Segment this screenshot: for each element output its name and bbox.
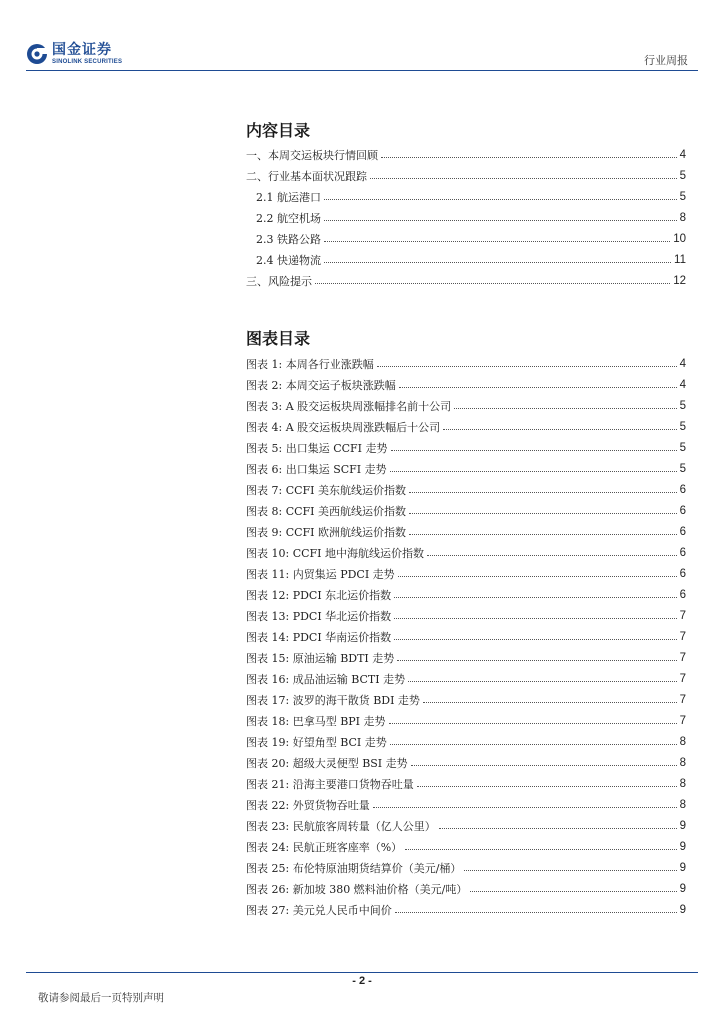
figure-entry-page-number: 7 xyxy=(679,714,686,727)
figure-entry-label: 图表 22: 外贸货物吞吐量 xyxy=(246,798,370,812)
figure-entry[interactable] xyxy=(246,458,686,479)
figure-entry[interactable] xyxy=(246,668,686,689)
figure-entry-page-number: 9 xyxy=(679,903,686,916)
figure-entry[interactable] xyxy=(246,731,686,752)
dot-leader xyxy=(394,618,676,619)
dot-leader xyxy=(324,220,677,221)
figure-entry-label: 图表 13: PDCI 华北运价指数 xyxy=(246,609,392,623)
dot-leader xyxy=(423,702,677,703)
company-logo xyxy=(26,38,122,70)
figure-entry-label: 图表 21: 沿海主要港口货物吞吐量 xyxy=(246,777,414,791)
contents-title: 内容目录 xyxy=(246,121,311,140)
figures-list xyxy=(246,353,686,920)
figure-entry-page-number: 5 xyxy=(679,462,686,475)
footer-divider xyxy=(26,972,698,973)
dot-leader xyxy=(391,450,677,451)
figure-entry[interactable] xyxy=(246,626,686,647)
page-number: - 2 - xyxy=(352,975,372,987)
figure-entry[interactable] xyxy=(246,836,686,857)
figure-entry[interactable] xyxy=(246,374,686,395)
contents-entry-page-number: 12 xyxy=(673,274,686,287)
figure-entry-page-number: 5 xyxy=(679,399,686,412)
dot-leader xyxy=(409,513,677,514)
contents-entry-page-number: 10 xyxy=(673,232,686,245)
dot-leader xyxy=(377,366,677,367)
contents-entry[interactable] xyxy=(246,207,686,228)
figure-entry[interactable] xyxy=(246,479,686,500)
figure-entry[interactable] xyxy=(246,899,686,920)
figure-entry[interactable] xyxy=(246,752,686,773)
figure-entry-page-number: 4 xyxy=(679,357,686,370)
figure-entry-page-number: 7 xyxy=(679,630,686,643)
dot-leader xyxy=(443,429,676,430)
figure-entry-page-number: 6 xyxy=(679,567,686,580)
figure-entry-label: 图表 19: 好望角型 BCI 走势 xyxy=(246,735,387,749)
figure-entry-page-number: 9 xyxy=(679,882,686,895)
dot-leader xyxy=(394,597,676,598)
dot-leader xyxy=(454,408,676,409)
figure-entry[interactable] xyxy=(246,542,686,563)
contents-entry[interactable] xyxy=(246,144,686,165)
dot-leader xyxy=(315,283,670,284)
dot-leader xyxy=(395,912,677,913)
figure-entry-page-number: 7 xyxy=(679,651,686,664)
dot-leader xyxy=(373,807,677,808)
contents-entry[interactable] xyxy=(246,165,686,186)
dot-leader xyxy=(427,555,677,556)
dot-leader xyxy=(394,639,676,640)
figure-entry-page-number: 9 xyxy=(679,861,686,874)
figure-entry-page-number: 6 xyxy=(679,504,686,517)
figure-entry-label: 图表 7: CCFI 美东航线运价指数 xyxy=(246,483,407,497)
dot-leader xyxy=(381,157,677,158)
contents-entry-label: 一、本周交运板块行情回顾 xyxy=(246,148,378,162)
figure-entry-page-number: 6 xyxy=(679,525,686,538)
figure-entry[interactable] xyxy=(246,416,686,437)
figure-entry-label: 图表 27: 美元兑人民币中间价 xyxy=(246,903,392,917)
figure-entry[interactable] xyxy=(246,437,686,458)
figure-entry[interactable] xyxy=(246,563,686,584)
figure-entry-page-number: 5 xyxy=(679,420,686,433)
figure-entry-label: 图表 1: 本周各行业涨跌幅 xyxy=(246,357,374,371)
dot-leader xyxy=(390,744,677,745)
figure-entry[interactable] xyxy=(246,857,686,878)
contents-entry-label: 2.2 航空机场 xyxy=(256,211,321,225)
figure-entry-page-number: 6 xyxy=(679,546,686,559)
figure-entry-label: 图表 24: 民航正班客座率（%） xyxy=(246,840,403,854)
figure-entry-page-number: 8 xyxy=(679,798,686,811)
figure-entry-label: 图表 17: 波罗的海干散货 BDI 走势 xyxy=(246,693,420,707)
figure-entry[interactable] xyxy=(246,815,686,836)
dot-leader xyxy=(398,576,677,577)
figure-entry[interactable] xyxy=(246,584,686,605)
disclaimer-note: 敬请参阅最后一页特别声明 xyxy=(38,992,164,1004)
contents-entry[interactable] xyxy=(246,270,686,291)
figure-entry-label: 图表 26: 新加坡 380 燃料油价格（美元/吨） xyxy=(246,882,468,896)
figure-entry-label: 图表 16: 成品油运输 BCTI 走势 xyxy=(246,672,406,686)
figure-entry-label: 图表 11: 内贸集运 PDCI 走势 xyxy=(246,567,395,581)
figure-entry[interactable] xyxy=(246,500,686,521)
figure-entry-label: 图表 4: A 股交运板块周涨跌幅后十公司 xyxy=(246,420,441,434)
page-header xyxy=(26,38,698,70)
contents-entry[interactable] xyxy=(246,228,686,249)
contents-entry-page-number: 4 xyxy=(679,148,686,161)
dot-leader xyxy=(324,199,677,200)
report-type-label: 行业周报 xyxy=(644,54,688,67)
figure-entry-page-number: 9 xyxy=(679,819,686,832)
contents-entry-page-number: 8 xyxy=(679,211,686,224)
figure-entry-label: 图表 5: 出口集运 CCFI 走势 xyxy=(246,441,388,455)
contents-entry-label: 2.3 铁路公路 xyxy=(256,232,321,246)
contents-entry-page-number: 5 xyxy=(679,190,686,203)
figure-entry-label: 图表 3: A 股交运板块周涨幅排名前十公司 xyxy=(246,399,452,413)
dot-leader xyxy=(389,723,677,724)
logo-english-name: SINOLINK SECURITIES xyxy=(52,59,123,65)
figure-entry-label: 图表 20: 超级大灵便型 BSI 走势 xyxy=(246,756,408,770)
figure-entry-label: 图表 14: PDCI 华南运价指数 xyxy=(246,630,392,644)
contents-entry-label: 三、风险提示 xyxy=(246,274,312,288)
dot-leader xyxy=(439,828,677,829)
figure-entry[interactable] xyxy=(246,794,686,815)
dot-leader xyxy=(399,387,677,388)
dot-leader xyxy=(417,786,677,787)
dot-leader xyxy=(464,870,676,871)
figure-entry-page-number: 7 xyxy=(679,609,686,622)
dot-leader xyxy=(411,765,677,766)
header-divider xyxy=(26,70,698,71)
figure-entry-page-number: 7 xyxy=(679,693,686,706)
contents-entry-page-number: 11 xyxy=(674,253,686,266)
dot-leader xyxy=(370,178,677,179)
sinolink-logo-icon xyxy=(26,43,48,65)
dot-leader xyxy=(408,681,677,682)
figure-entry-page-number: 7 xyxy=(679,672,686,685)
figure-entry-label: 图表 15: 原油运输 BDTI 走势 xyxy=(246,651,395,665)
figure-entry-page-number: 6 xyxy=(679,588,686,601)
dot-leader xyxy=(324,262,671,263)
figure-entry[interactable] xyxy=(246,773,686,794)
dot-leader xyxy=(405,849,676,850)
figure-entry-label: 图表 6: 出口集运 SCFI 走势 xyxy=(246,462,387,476)
figure-entry[interactable] xyxy=(246,605,686,626)
figure-entry-page-number: 8 xyxy=(679,735,686,748)
logo-chinese-name: 国金证券 xyxy=(52,42,112,58)
contents-list xyxy=(246,144,686,291)
figure-entry-page-number: 9 xyxy=(679,840,686,853)
figure-entry-label: 图表 9: CCFI 欧洲航线运价指数 xyxy=(246,525,407,539)
figure-entry-label: 图表 18: 巴拿马型 BPI 走势 xyxy=(246,714,386,728)
figure-entry-label: 图表 12: PDCI 东北运价指数 xyxy=(246,588,392,602)
figure-entry-page-number: 8 xyxy=(679,777,686,790)
figure-entry-page-number: 5 xyxy=(679,441,686,454)
dot-leader xyxy=(324,241,670,242)
figure-entry-page-number: 6 xyxy=(679,483,686,496)
dot-leader xyxy=(397,660,676,661)
figure-entry-page-number: 4 xyxy=(679,378,686,391)
contents-entry-label: 二、行业基本面状况跟踪 xyxy=(246,169,367,183)
contents-entry[interactable] xyxy=(246,249,686,270)
figure-entry[interactable] xyxy=(246,521,686,542)
dot-leader xyxy=(390,471,677,472)
contents-entry-page-number: 5 xyxy=(679,169,686,182)
figure-entry[interactable] xyxy=(246,878,686,899)
figure-entry[interactable] xyxy=(246,395,686,416)
figure-entry-label: 图表 10: CCFI 地中海航线运价指数 xyxy=(246,546,425,560)
contents-entry-label: 2.4 快递物流 xyxy=(256,253,321,267)
figures-title: 图表目录 xyxy=(246,329,311,348)
figure-entry-label: 图表 8: CCFI 美西航线运价指数 xyxy=(246,504,407,518)
figure-entry-label: 图表 2: 本周交运子板块涨跌幅 xyxy=(246,378,396,392)
dot-leader xyxy=(470,891,676,892)
figure-entry-label: 图表 25: 布伦特原油期货结算价（美元/桶） xyxy=(246,861,462,875)
figure-entry[interactable] xyxy=(246,689,686,710)
figure-entry[interactable] xyxy=(246,710,686,731)
contents-entry-label: 2.1 航运港口 xyxy=(256,190,321,204)
figure-entry-label: 图表 23: 民航旅客周转量（亿人公里） xyxy=(246,819,436,833)
figure-entry[interactable] xyxy=(246,647,686,668)
figure-entry-page-number: 8 xyxy=(679,756,686,769)
dot-leader xyxy=(409,534,677,535)
dot-leader xyxy=(409,492,677,493)
contents-entry[interactable] xyxy=(246,186,686,207)
figure-entry[interactable] xyxy=(246,353,686,374)
